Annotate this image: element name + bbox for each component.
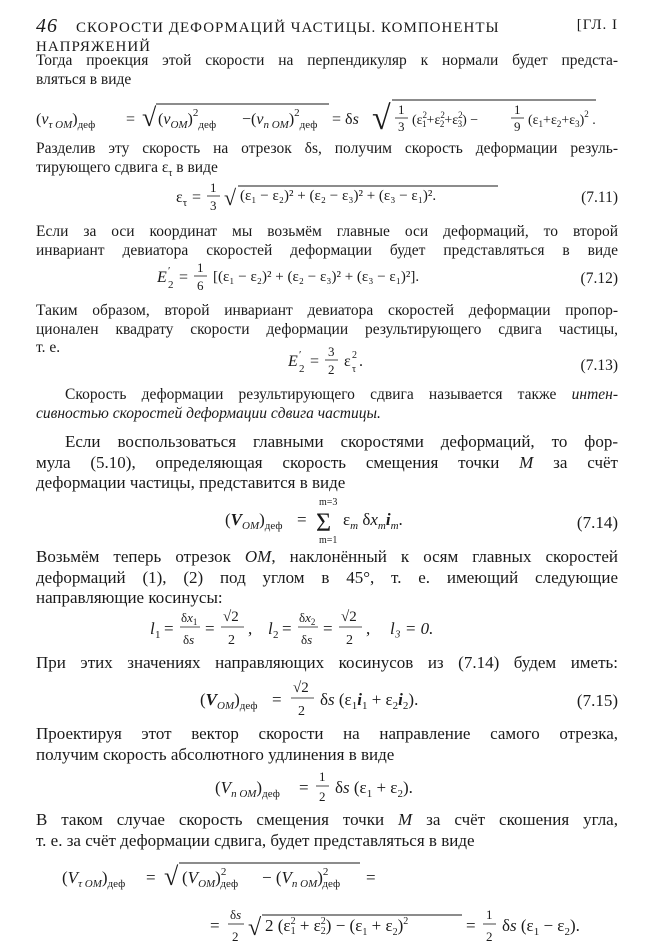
formula-graphic — [36, 96, 626, 140]
svg-text:9: 9 — [514, 119, 521, 134]
text-line: Тогда проекция этой скорости на перпендикуляр к нормали будет предста- — [36, 52, 618, 69]
page-number: 46 — [36, 15, 58, 37]
svg-text:=: = — [297, 510, 307, 529]
svg-text:√2: √2 — [341, 609, 357, 625]
svg-text:E: E — [157, 269, 167, 286]
svg-text:=: = — [192, 189, 202, 206]
svg-text:=: = — [466, 916, 476, 935]
equation-7-14 — [225, 493, 435, 550]
svg-text:2: 2 — [486, 929, 493, 944]
svg-text:=: = — [164, 619, 174, 638]
svg-text:,: , — [366, 619, 371, 638]
paragraph-1 — [36, 52, 618, 89]
svg-text:3: 3 — [328, 344, 335, 359]
text-line: инвариант девиатора скоростей деформации будет представляться в виде — [36, 241, 618, 259]
svg-text:l: l — [150, 619, 155, 638]
svg-text:1: 1 — [398, 102, 405, 117]
svg-text:E: E — [288, 353, 298, 370]
equation-elongation-rate — [215, 765, 435, 816]
svg-text:1: 1 — [514, 102, 521, 117]
svg-text:1: 1 — [155, 629, 161, 641]
equation-body: [(ε₁ − ε₂)² + (ε₂ − ε₃)² + (ε₃ − ε₁)²]. — [213, 269, 420, 285]
equation-number: (7.13) — [580, 357, 618, 374]
svg-text:(vτ OM)деф: $(v_{\tau OM})_{деф}$ — [36, 111, 96, 131]
svg-text:(Vn OM)деф: $(V_{n OM})_{деф}$ — [215, 778, 280, 800]
svg-text:√: √ — [248, 915, 262, 941]
svg-text:√2: √2 — [293, 680, 309, 696]
formula-graphic — [215, 765, 435, 811]
svg-text:2: 2 — [299, 363, 305, 375]
equation-number: (7.11) — [581, 189, 618, 206]
l3-value: l₃ = 0. — [390, 619, 434, 638]
svg-text:−(vn OM)2деф: $-(v_{n OM})^2_{деф}$ — [242, 107, 318, 131]
svg-text:=: = — [126, 111, 136, 128]
subscript: τ — [168, 167, 173, 179]
text-fragment: В таком случае скорость смещения точки — [36, 810, 399, 829]
svg-text:εm δxmim.: $\varepsilon_m$ $\delta x_mi_m$. — [343, 510, 403, 532]
svg-text:3: 3 — [398, 119, 405, 134]
svg-text:ε: ε — [344, 353, 351, 370]
svg-text:1: 1 — [486, 907, 493, 922]
svg-text:3: 3 — [210, 198, 217, 213]
text-line: т. е. за счёт деформации сдвига, будет представляться в виде — [36, 830, 475, 850]
svg-text:=: = — [366, 868, 376, 887]
text-line: направляющие косинусы: — [36, 588, 223, 608]
svg-text:δs: δs — [230, 907, 242, 922]
svg-text:2: 2 — [232, 929, 239, 944]
paragraph-6 — [36, 432, 618, 494]
svg-text:δs (ε1i1 + ε2i2).: δs $(\varepsilon_1i_1 + \varepsilon_2i_2)$. — [320, 690, 419, 712]
paragraph-10 — [36, 810, 618, 851]
svg-text:2: 2 — [168, 279, 174, 291]
paragraph-5 — [36, 386, 618, 423]
svg-text:= δs: = δs — [332, 111, 359, 128]
equation-number: (7.14) — [576, 513, 618, 532]
svg-text:=: = — [323, 619, 333, 638]
svg-text:2: 2 — [298, 704, 305, 719]
chapter-ref: [ГЛ. I — [576, 17, 618, 33]
equation-direction-cosines — [150, 604, 520, 659]
italic-term: интен- — [571, 386, 618, 403]
text-fragment: мула (5.10), определяющая скорость смещения точки — [36, 452, 520, 472]
svg-text:(vOM)2деф: $(v_{OM})^2_{деф}$ — [158, 107, 217, 131]
svg-text:=: = — [272, 690, 282, 709]
svg-text:(VOM)деф: $(V_{OM})_{деф}$ — [200, 690, 258, 712]
formula-graphic — [288, 342, 368, 382]
svg-text:(ε1+ε2+ε3)2 .: $(\varepsilon_1+\varepsilon_2+\varepsilon_3)^2$ . — [528, 109, 596, 129]
text-fragment: Возьмём теперь отрезок — [36, 547, 245, 566]
svg-text:√: √ — [224, 185, 237, 210]
point-symbol: M — [519, 452, 534, 472]
text-fragment: в виде — [172, 158, 218, 176]
equation-number: (7.15) — [576, 691, 618, 710]
formula-graphic — [200, 677, 460, 725]
paragraph-9 — [36, 724, 618, 765]
text-line: Таким образом, второй инвариант девиатора скоростей деформации пропор- — [36, 302, 618, 319]
svg-text:δx1: $\delta x_1$ — [181, 610, 198, 627]
point-symbol: M — [398, 810, 413, 829]
svg-text:√: √ — [372, 100, 391, 137]
text-line: ционален квадрату скорости деформации результирующего сдвига частицы, — [36, 320, 618, 338]
equation-7-13 — [288, 342, 368, 387]
paragraph-7 — [36, 547, 618, 609]
equation-7-15 — [200, 677, 460, 730]
text-fragment: , наклонённый к осям главных скоростей — [271, 547, 618, 566]
italic-term: сивностью скоростей деформации сдвига частицы. — [36, 404, 381, 422]
svg-text:τ: τ — [352, 364, 357, 375]
svg-text:(ε21+ε22+ε23) −: ($\varepsilon^2$ $1+\varepsilon^2$ $2+\varepsilon^2$ 3) − — [412, 110, 479, 129]
svg-text:(VOM)деф: $(V_{OM})_{деф}$ — [225, 510, 283, 532]
svg-text:Σ: Σ — [316, 508, 332, 537]
svg-text:2: 2 — [319, 789, 326, 804]
svg-text:δs: δs — [301, 632, 313, 647]
svg-text:=: = — [205, 619, 215, 638]
svg-text:=: = — [299, 778, 309, 797]
text-line: Если за оси координат мы возьмём главные оси деформаций, то второй — [36, 223, 618, 240]
svg-text:2: 2 — [346, 633, 353, 648]
text-line: При этих значениях направляющих косинусов из (7.14) будем иметь: — [36, 653, 618, 672]
svg-text:,: , — [248, 619, 253, 638]
svg-text:′: ′ — [299, 349, 302, 361]
svg-text:=: = — [282, 619, 292, 638]
sum-upper-limit: m=3 — [319, 497, 338, 508]
svg-text:δs (ε1 − ε2).: δs $(\varepsilon_1 - \varepsilon_2)$. — [502, 916, 580, 938]
text-line: Разделив эту скорость на отрезок δs, получим скорость деформации резуль- — [36, 140, 618, 157]
svg-text:2: 2 — [273, 629, 279, 641]
formula-graphic — [225, 493, 435, 545]
text-line: деформации частицы, представится в виде — [36, 473, 346, 493]
svg-text:2: 2 — [228, 633, 235, 648]
svg-text:√: √ — [164, 862, 179, 891]
svg-text:l: l — [268, 619, 273, 638]
svg-text:′: ′ — [168, 265, 171, 277]
equation-number: (7.12) — [580, 270, 618, 287]
text-line: получим скорость абсолютного удлинения в виде — [36, 744, 395, 764]
running-header — [36, 14, 618, 56]
svg-text:2: 2 — [328, 362, 335, 377]
paragraph-3 — [36, 223, 618, 260]
sum-lower-limit: m=1 — [319, 535, 338, 545]
svg-text:δx2: $\delta x_2$ — [299, 610, 316, 627]
svg-text:1: 1 — [319, 769, 326, 784]
svg-text:.: . — [359, 353, 363, 370]
paragraph-2 — [36, 140, 618, 180]
svg-text:(VOM)2деф: $(V_{OM})^2$ деф — [182, 866, 239, 890]
svg-text:ετ: $\varepsilon_\tau$ — [176, 189, 188, 209]
svg-text:δs: δs — [183, 632, 195, 647]
svg-text:− (Vn OM)2деф: − $(V_{n OM})^2$ деф — [262, 866, 341, 890]
svg-text:=: = — [146, 868, 156, 887]
text-fragment: за счёт — [533, 452, 618, 472]
text-line: т. е. — [36, 339, 61, 357]
equation-7-12 — [157, 258, 420, 303]
svg-text:√: √ — [142, 103, 157, 132]
svg-text:1: 1 — [197, 260, 204, 275]
text-line: деформаций (1), (2) под углом в 45°, т. е. имеющий следующие — [36, 567, 618, 587]
text-line: Проектируя этот вектор скорости на направление самого отрезка, — [36, 724, 618, 743]
svg-text:(Vτ OM)деф: $(V_{\tau OM})_{деф}$ — [62, 868, 126, 890]
svg-text:=: = — [210, 916, 220, 935]
equation-vtau-shear — [62, 853, 602, 952]
svg-text:=: = — [179, 269, 189, 286]
svg-text:2: 2 — [352, 350, 357, 361]
svg-text:2 (ε21 + ε22) − (ε1 + ε2)2: 2 ($\varepsilon^2$ $1 + \varepsilon^2$ $2) - (\varepsilon_1 + \varepsilon_2)^2$ — [265, 916, 409, 938]
equation-7-11 — [176, 178, 506, 223]
equation-vtau-projection — [36, 96, 626, 145]
text-fragment: Скорость деформации результирующего сдвига называется также — [65, 386, 572, 403]
running-title: СКОРОСТИ ДЕФОРМАЦИЙ ЧАСТИЦЫ. КОМПОНЕНТЫ НАПРЯЖЕНИЙ — [36, 20, 500, 55]
svg-text:δs (ε1 + ε2).: δs $(\varepsilon_1 + \varepsilon_2)$. — [335, 778, 413, 800]
text-fragment: тирующего сдвига ε — [36, 158, 169, 176]
svg-text:√2: √2 — [223, 609, 239, 625]
radicand: (ε₁ − ε₂)² + (ε₂ − ε₃)² + (ε₃ − ε₁)². — [240, 188, 437, 204]
svg-text:6: 6 — [197, 278, 204, 293]
svg-text:1: 1 — [210, 180, 217, 195]
segment-symbol: OM — [244, 547, 272, 566]
text-line: вляться в виде — [36, 70, 132, 88]
svg-text:=: = — [310, 353, 320, 370]
formula-graphic — [150, 604, 520, 654]
paragraph-8 — [36, 653, 618, 673]
text-fragment: за счёт скошения угла, — [412, 810, 618, 829]
text-line: Если воспользоваться главными скоростями деформаций, то фор- — [65, 432, 618, 451]
formula-graphic — [62, 853, 602, 947]
